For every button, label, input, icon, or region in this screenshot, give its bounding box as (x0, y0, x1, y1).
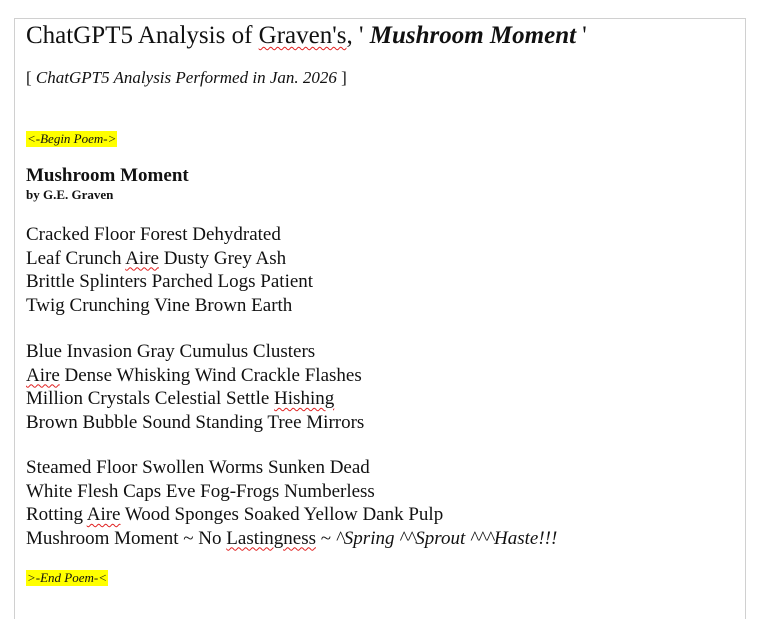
document-title (26, 22, 587, 50)
title-work: Mushroom Moment (363, 22, 577, 49)
poem-line (26, 527, 557, 551)
misspelled-word: Aire (86, 504, 121, 525)
poem-line: Cracked Floor Forest Dehydrated (26, 224, 281, 245)
title-close: ' (576, 22, 587, 49)
title-author: Graven's (258, 22, 347, 49)
title-sep: , ' (346, 22, 364, 49)
begin-poem-marker: <-Begin Poem-> (27, 131, 117, 146)
misspelled-word: Aire (26, 364, 60, 386)
line-text: Wood Sponges Soaked Yellow Dank Pulp (120, 504, 444, 525)
line-text: Dense Whisking Wind Crackle Flashes (59, 364, 362, 386)
poem-line (26, 387, 364, 411)
stanza-2 (26, 340, 364, 434)
analysis-note-text: ChatGPT5 Analysis Performed in Jan. 2026 (35, 68, 337, 87)
analysis-note (26, 68, 347, 88)
poem-byline: by G.E. Graven (26, 187, 114, 202)
stanza-1 (26, 223, 313, 317)
end-poem-marker: >-End Poem-< (27, 570, 107, 585)
line-text: Million Crystals Celestial Settle (26, 388, 275, 409)
poem-line (26, 364, 364, 388)
poem-line: Twig Crunching Vine Brown Earth (26, 294, 293, 316)
poem-line (26, 503, 557, 527)
misspelled-word: Lastingness (226, 527, 316, 549)
poem-line (26, 247, 313, 271)
bracket-close: ] (336, 68, 347, 87)
poem-line: Steamed Floor Swollen Worms Sunken Dead (26, 457, 370, 478)
poem-title: Mushroom Moment (26, 165, 189, 186)
line-text: Rotting (26, 504, 87, 525)
document-page (14, 18, 746, 619)
line-text: Mushroom Moment ~ No (26, 527, 227, 549)
poem-line: White Flesh Caps Eve Fog-Frogs Numberless (26, 480, 375, 502)
line-text: Dusty Grey Ash (158, 247, 287, 269)
bracket-open: [ (26, 68, 36, 87)
poem-line: Blue Invasion Gray Cumulus Clusters (26, 341, 316, 362)
poem-line: Brittle Splinters Parched Logs Patient (26, 271, 314, 292)
misspelled-word: Aire (125, 247, 159, 269)
stanza-3 (26, 456, 557, 550)
title-prefix: ChatGPT5 Analysis of (26, 22, 259, 49)
line-text: Leaf Crunch (26, 247, 126, 269)
misspelled-word: Hishing (274, 388, 335, 409)
poem-line: Brown Bubble Sound Standing Tree Mirrors (26, 411, 365, 433)
line-text: ~ (316, 527, 336, 549)
line-text-italic: ^Spring ^^Sprout ^^^Haste!!! (335, 527, 558, 549)
